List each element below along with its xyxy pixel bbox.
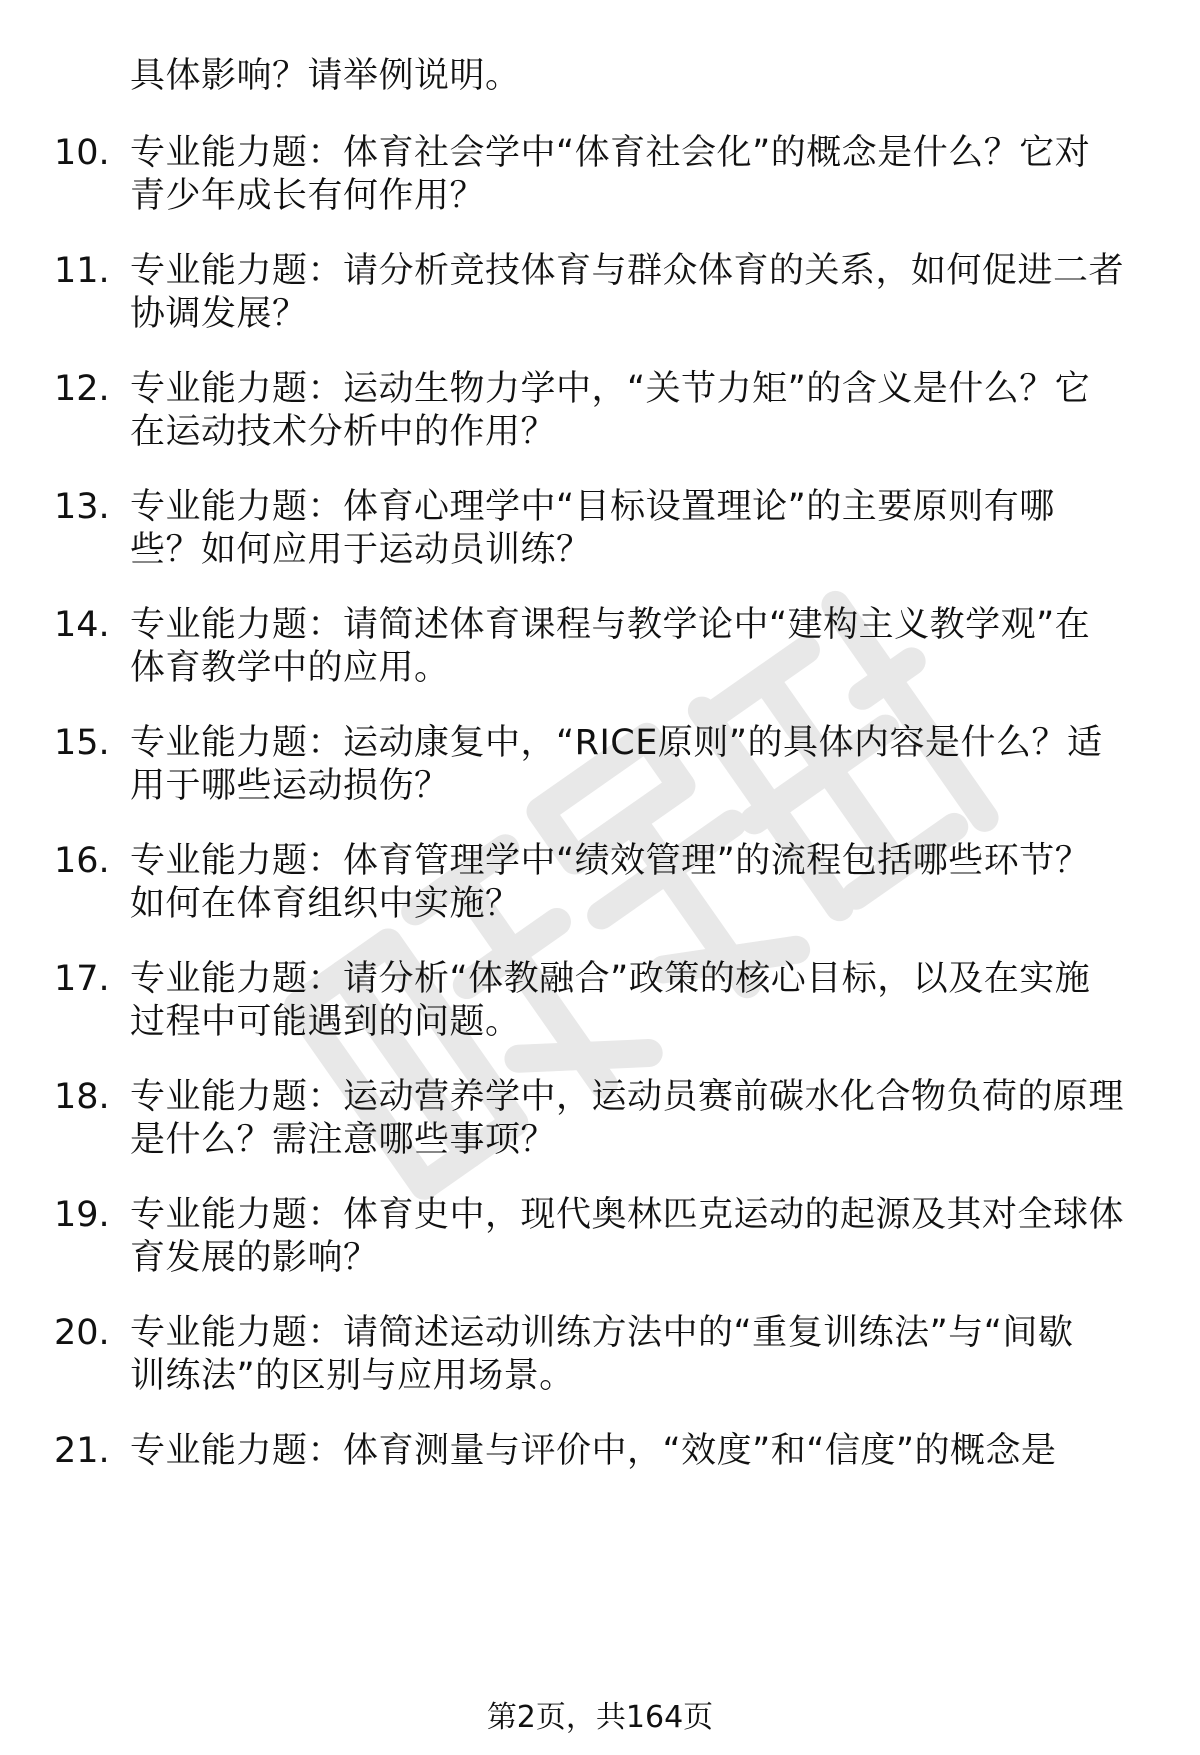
question-line-2: 训练法”的区别与应用场景。 [130,1356,575,1396]
question-line-1: 专业能力题：运动生物力学中，“关节力矩”的含义是什么？它 [130,369,1091,409]
question-line-1: 专业能力题：体育心理学中“目标设置理论”的主要原则有哪 [130,487,1055,527]
question-number: 19. [54,1195,110,1235]
question-number: 21. [54,1431,110,1471]
question-line-2: 育发展的影响？ [130,1238,379,1278]
question-number: 18. [54,1077,110,1117]
question-line-2: 协调发展？ [130,294,308,334]
question-line-2: 用于哪些运动损伤？ [130,766,450,806]
question-line-1: 专业能力题：体育测量与评价中，“效度”和“信度”的概念是 [130,1431,1057,1471]
question-number: 14. [54,605,110,645]
question-line-2: 过程中可能遇到的问题。 [130,1002,521,1042]
question-line-1: 专业能力题：体育管理学中“绩效管理”的流程包括哪些环节？ [130,841,1091,881]
question-number: 12. [54,369,110,409]
question-number: 15. [54,723,110,763]
question-line-1: 专业能力题：请分析竞技体育与群众体育的关系，如何促进二者 [130,251,1125,291]
question-number: 13. [54,487,110,527]
question-line-2: 是什么？需注意哪些事项？ [130,1120,557,1160]
question-line-1: 专业能力题：体育史中，现代奥林匹克运动的起源及其对全球体 [130,1195,1125,1235]
question-line-2: 如何在体育组织中实施？ [130,884,521,924]
question-number: 11. [54,251,110,291]
question-line-1: 专业能力题：请简述运动训练方法中的“重复训练法”与“间歇 [130,1313,1074,1353]
question-number: 20. [54,1313,110,1353]
question-line-1: 专业能力题：运动营养学中，运动员赛前碳水化合物负荷的原理 [130,1077,1125,1117]
question-line-1: 专业能力题：请分析“体教融合”政策的核心目标，以及在实施 [130,959,1091,999]
question-line-2: 体育教学中的应用。 [130,648,450,688]
question-number: 10. [54,133,110,173]
question-line-1: 专业能力题：运动康复中，“RICE原则”的具体内容是什么？适 [130,723,1103,763]
question-line-1: 专业能力题：体育社会学中“体育社会化”的概念是什么？它对 [130,133,1091,173]
question-line-1: 专业能力题：请简述体育课程与教学论中“建构主义教学观”在 [130,605,1091,645]
question-line-2: 青少年成长有何作用？ [130,176,486,216]
question-number: 16. [54,841,110,881]
question-line-2: 在运动技术分析中的作用？ [130,412,557,452]
question-number: 17. [54,959,110,999]
page-footer: 第2页，共164页 [486,1700,714,1735]
intro-continuation-text: 具体影响？请举例说明。 [130,56,521,96]
question-line-2: 些？如何应用于运动员训练？ [130,530,592,570]
